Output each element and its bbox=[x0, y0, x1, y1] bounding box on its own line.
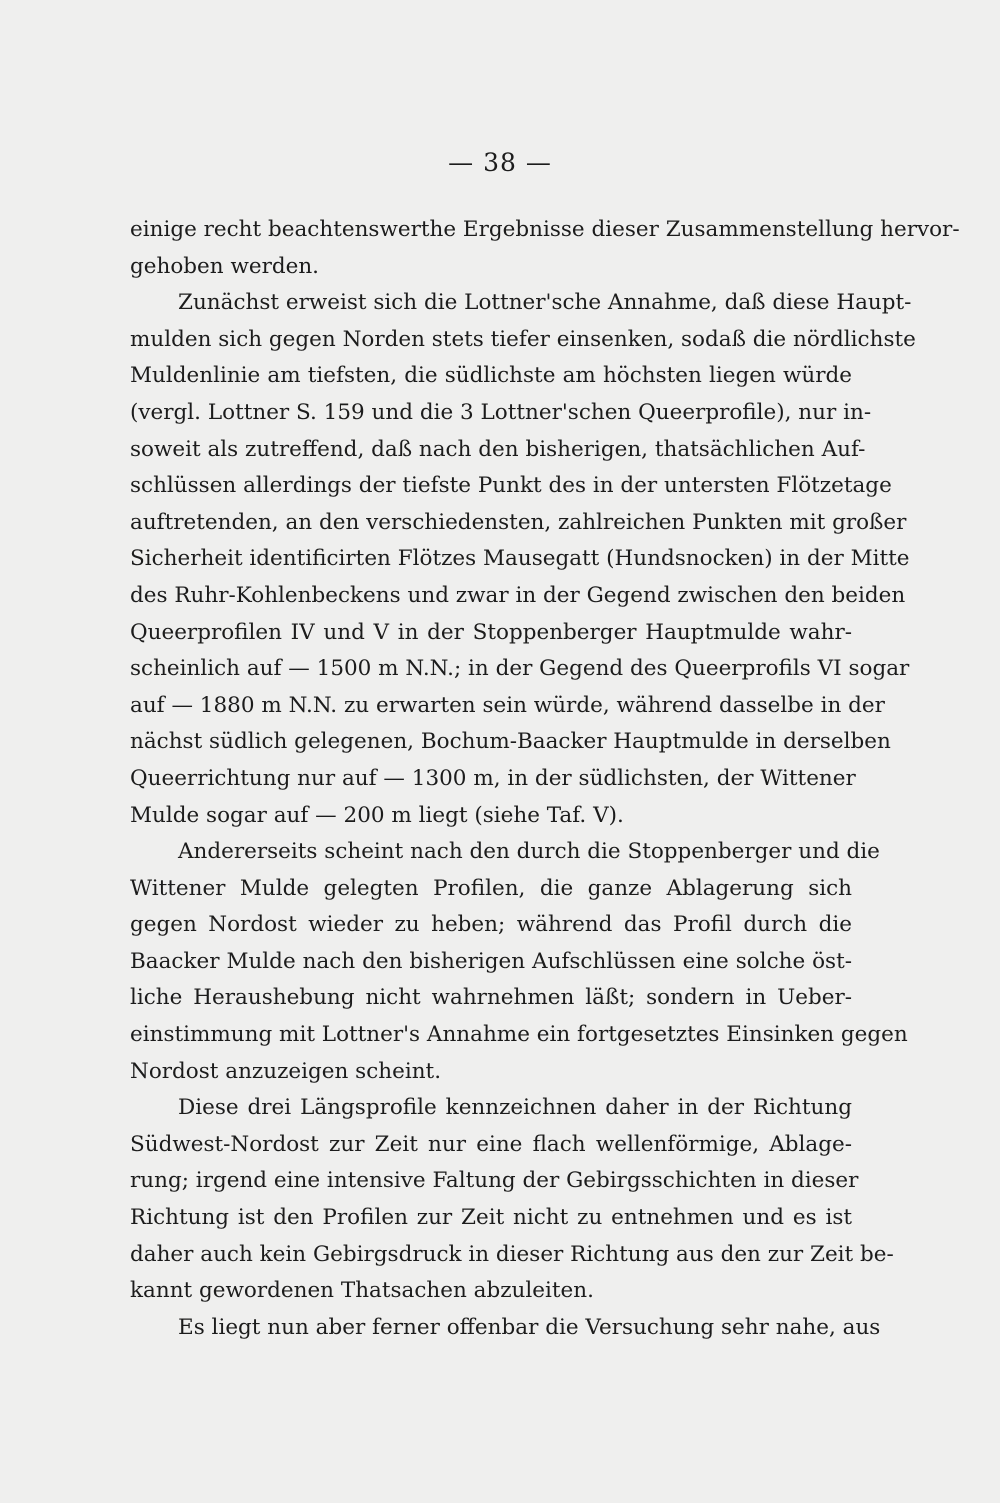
page-number: — 38 — bbox=[448, 148, 552, 177]
text-line: liche Heraushebung nicht wahrnehmen läßt; sondern in Ueber- bbox=[130, 985, 852, 1011]
paragraph-first-line: Zunächst erweist sich die Lottner'sche Annahme, daß diese Haupt- bbox=[178, 290, 912, 316]
body-text bbox=[130, 212, 960, 1346]
text-line: gehoben werden. bbox=[130, 253, 320, 279]
text-line: soweit als zutreffend, daß nach den bisherigen, thatsächlichen Auf- bbox=[130, 436, 866, 462]
text-line: Nordost anzuzeigen scheint. bbox=[130, 1058, 442, 1084]
text-line: Baacker Mulde nach den bisherigen Aufschlüssen eine solche öst- bbox=[130, 948, 852, 974]
text-line: Südwest-Nordost zur Zeit nur eine flach wellenförmige, Ablage- bbox=[130, 1131, 852, 1157]
text-line: gegen Nordost wieder zu heben; während das Profil durch die bbox=[130, 912, 852, 938]
text-line: schlüssen allerdings der tiefste Punkt des in der untersten Flötzetage bbox=[130, 473, 892, 499]
text-line: kannt gewordenen Thatsachen abzuleiten. bbox=[130, 1278, 594, 1304]
text-line: einige recht beachtenswerthe Ergebnisse dieser Zusammenstellung hervor- bbox=[130, 217, 960, 242]
text-line: auf — 1880 m N.N. zu erwarten sein würde, während dasselbe in der bbox=[130, 692, 885, 718]
text-line: einstimmung mit Lottner's Annahme ein fortgesetztes Einsinken gegen bbox=[130, 1022, 908, 1048]
text-line: auftretenden, an den verschiedensten, zahlreichen Punkten mit großer bbox=[130, 509, 907, 535]
text-line: (vergl. Lottner S. 159 und die 3 Lottner'schen Queerprofile), nur in- bbox=[130, 399, 872, 425]
text-line: daher auch kein Gebirgsdruck in dieser Richtung aus den zur Zeit be- bbox=[130, 1241, 894, 1267]
text-line: mulden sich gegen Norden stets tiefer einsenken, sodaß die nördlichste bbox=[130, 326, 916, 352]
text-line: des Ruhr-Kohlenbeckens und zwar in der Gegend zwischen den beiden bbox=[130, 582, 906, 608]
paragraph-first-line: Es liegt nun aber ferner offenbar die Versuchung sehr nahe, aus bbox=[178, 1314, 881, 1340]
text-line: Queerprofilen IV und V in der Stoppenberger Hauptmulde wahr- bbox=[130, 619, 852, 645]
text-line: Muldenlinie am tiefsten, die südlichste am höchsten liegen würde bbox=[130, 363, 852, 389]
text-line: Sicherheit identificirten Flötzes Mausegatt (Hundsnocken) in der Mitte bbox=[130, 546, 910, 572]
text-line: scheinlich auf — 1500 m N.N.; in der Gegend des Queerprofils VI sogar bbox=[130, 656, 910, 682]
text-line: nächst südlich gelegenen, Bochum-Baacker Hauptmulde in derselben bbox=[130, 729, 891, 755]
paragraph-first-line: Diese drei Längsprofile kennzeichnen daher in der Richtung bbox=[178, 1095, 852, 1121]
paragraph-first-line: Andererseits scheint nach den durch die Stoppenberger und die bbox=[178, 839, 880, 865]
text-line: Queerrichtung nur auf — 1300 m, in der südlichsten, der Wittener bbox=[130, 765, 856, 791]
text-line: rung; irgend eine intensive Faltung der Gebirgsschichten in dieser bbox=[130, 1168, 859, 1194]
text-line: Mulde sogar auf — 200 m liegt (siehe Taf. V). bbox=[130, 802, 624, 828]
text-line: Wittener Mulde gelegten Profilen, die ganze Ablagerung sich bbox=[130, 875, 852, 901]
text-line: Richtung ist den Profilen zur Zeit nicht zu entnehmen und es ist bbox=[130, 1205, 852, 1231]
